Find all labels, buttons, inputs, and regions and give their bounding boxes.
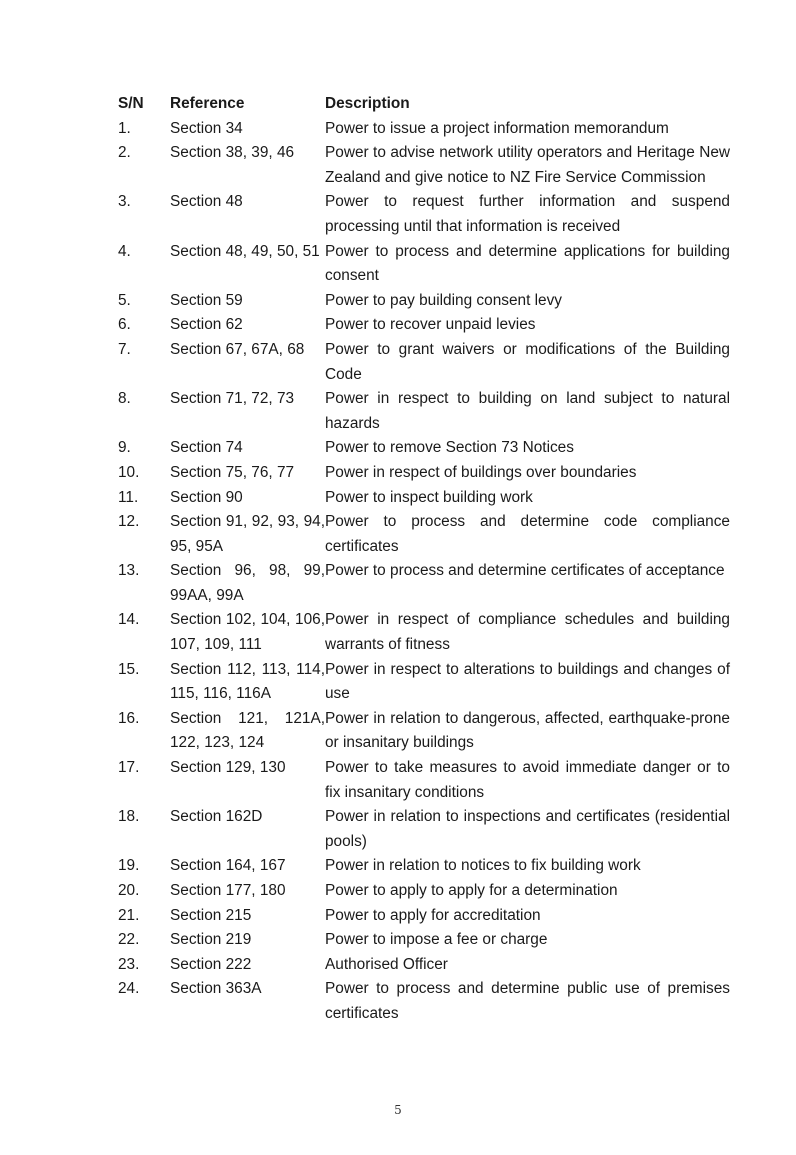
cell-sn: 8. (118, 390, 131, 408)
cell-sn: 11. (118, 488, 139, 506)
cell-reference: Section 34 (170, 119, 243, 137)
table-row (118, 387, 730, 436)
table-row (118, 756, 730, 805)
table-row (118, 486, 730, 511)
page-number: 5 (394, 1103, 402, 1117)
cell-sn: 10. (118, 463, 140, 481)
cell-sn: 12. (118, 513, 140, 531)
cell-reference: Section 177, 180 (170, 882, 286, 899)
cell-reference: Section 75, 76, 77 (170, 463, 295, 481)
header-description: Description (325, 95, 410, 112)
cell-description: Power in respect of buildings over boundaries (325, 463, 637, 481)
cell-reference: Section 121, 121A, 122, 123, 124 (170, 709, 325, 752)
table-row (118, 953, 730, 978)
cell-sn: 5. (118, 291, 131, 309)
cell-sn: 16. (118, 709, 140, 727)
cell-sn: 17. (118, 759, 140, 777)
table-row (118, 338, 730, 387)
cell-description: Power to advise network utility operators and Heritage New Zealand and give notice to NZ Fire Service Commission (325, 144, 730, 186)
table-row (118, 436, 730, 461)
cell-sn: 9. (118, 439, 131, 457)
cell-description: Power to process and determine public use of premises certificates (325, 980, 730, 1022)
table-row (118, 805, 730, 854)
cell-reference: Section 215 (170, 906, 252, 924)
table-row (118, 461, 730, 486)
cell-reference: Section 90 (170, 488, 243, 506)
cell-description: Power to impose a fee or charge (325, 931, 548, 949)
cell-sn: 24. (118, 980, 140, 998)
table-row (118, 559, 730, 608)
table-row (118, 289, 730, 314)
cell-description: Power in relation to dangerous, affected, earthquake-prone or insanitary buildings (325, 709, 730, 752)
table-body (118, 117, 730, 1027)
cell-description: Power in respect to building on land subject to natural hazards (325, 390, 730, 432)
cell-description: Power in relation to notices to fix building work (325, 857, 641, 875)
cell-sn: 14. (118, 611, 140, 629)
cell-reference: Section 96, 98, 99, 99AA, 99A (170, 562, 325, 604)
table-row (118, 141, 730, 190)
cell-reference: Section 222 (170, 955, 252, 973)
cell-reference: Section 91, 92, 93, 94, 95, 95A (170, 513, 325, 555)
table-row (118, 854, 730, 879)
cell-description: Power to process and determine applications for building consent (325, 242, 730, 285)
table-row (118, 240, 730, 289)
table-header-row (118, 92, 730, 117)
cell-description: Power to take measures to avoid immediate danger or to fix insanitary conditions (325, 759, 730, 801)
header-sn: S/N (118, 95, 144, 112)
cell-sn: 18. (118, 808, 140, 826)
cell-sn: 21. (118, 906, 140, 924)
table-row (118, 928, 730, 953)
cell-reference: Section 219 (170, 931, 252, 949)
cell-reference: Section 129, 130 (170, 759, 286, 777)
cell-reference: Section 62 (170, 316, 243, 334)
cell-description: Power to apply to apply for a determination (325, 882, 618, 899)
cell-sn: 13. (118, 562, 140, 580)
cell-description: Power to grant waivers or modifications of the Building Code (325, 340, 730, 383)
table-row (118, 879, 730, 904)
header-reference: Reference (170, 95, 245, 112)
table-row (118, 608, 730, 657)
cell-reference: Section 71, 72, 73 (170, 390, 295, 408)
cell-sn: 2. (118, 144, 131, 162)
cell-description: Power in respect to alterations to buildings and changes of use (325, 660, 730, 703)
cell-sn: 4. (118, 242, 131, 260)
cell-reference: Section 59 (170, 291, 243, 309)
cell-description: Authorised Officer (325, 955, 448, 973)
table-row (118, 658, 730, 707)
delegations-table (118, 92, 730, 1027)
cell-description: Power to inspect building work (325, 488, 533, 506)
cell-reference: Section 38, 39, 46 (170, 144, 295, 162)
cell-description: Power to remove Section 73 Notices (325, 439, 574, 457)
cell-sn: 7. (118, 340, 131, 358)
cell-sn: 19. (118, 857, 140, 875)
table-row (118, 977, 730, 1026)
cell-sn: 1. (118, 119, 131, 137)
cell-sn: 23. (118, 955, 140, 973)
cell-reference: Section 48 (170, 193, 243, 211)
cell-description: Power to issue a project information memorandum (325, 119, 669, 137)
cell-description: Power to process and determine certificates of acceptance (325, 562, 725, 580)
cell-description: Power in relation to inspections and certificates (residential pools) (325, 808, 730, 850)
cell-reference: Section 162D (170, 808, 263, 826)
cell-reference: Section 102, 104, 106, 107, 109, 111 (170, 611, 325, 654)
table-row (118, 313, 730, 338)
cell-sn: 3. (118, 193, 131, 211)
cell-description: Power to process and determine code compliance certificates (325, 513, 730, 555)
table-row (118, 510, 730, 559)
table-row (118, 707, 730, 756)
cell-reference: Section 48, 49, 50, 51 (170, 242, 320, 260)
cell-reference: Section 363A (170, 980, 262, 998)
table-row (118, 904, 730, 929)
table-row (118, 190, 730, 239)
cell-sn: 22. (118, 931, 140, 949)
cell-description: Power to apply for accreditation (325, 906, 541, 924)
cell-reference: Section 74 (170, 439, 243, 457)
cell-sn: 20. (118, 882, 140, 899)
cell-reference: Section 67, 67A, 68 (170, 340, 305, 358)
cell-reference: Section 164, 167 (170, 857, 286, 875)
cell-description: Power to pay building consent levy (325, 291, 562, 309)
cell-sn: 15. (118, 660, 140, 678)
cell-description: Power to request further information and suspend processing until that information is received (325, 193, 730, 235)
cell-description: Power in respect of compliance schedules and building warrants of fitness (325, 611, 730, 654)
table-row (118, 117, 730, 142)
cell-reference: Section 112, 113, 114, 115, 116, 116A (170, 660, 325, 703)
cell-sn: 6. (118, 316, 131, 334)
cell-description: Power to recover unpaid levies (325, 316, 536, 334)
